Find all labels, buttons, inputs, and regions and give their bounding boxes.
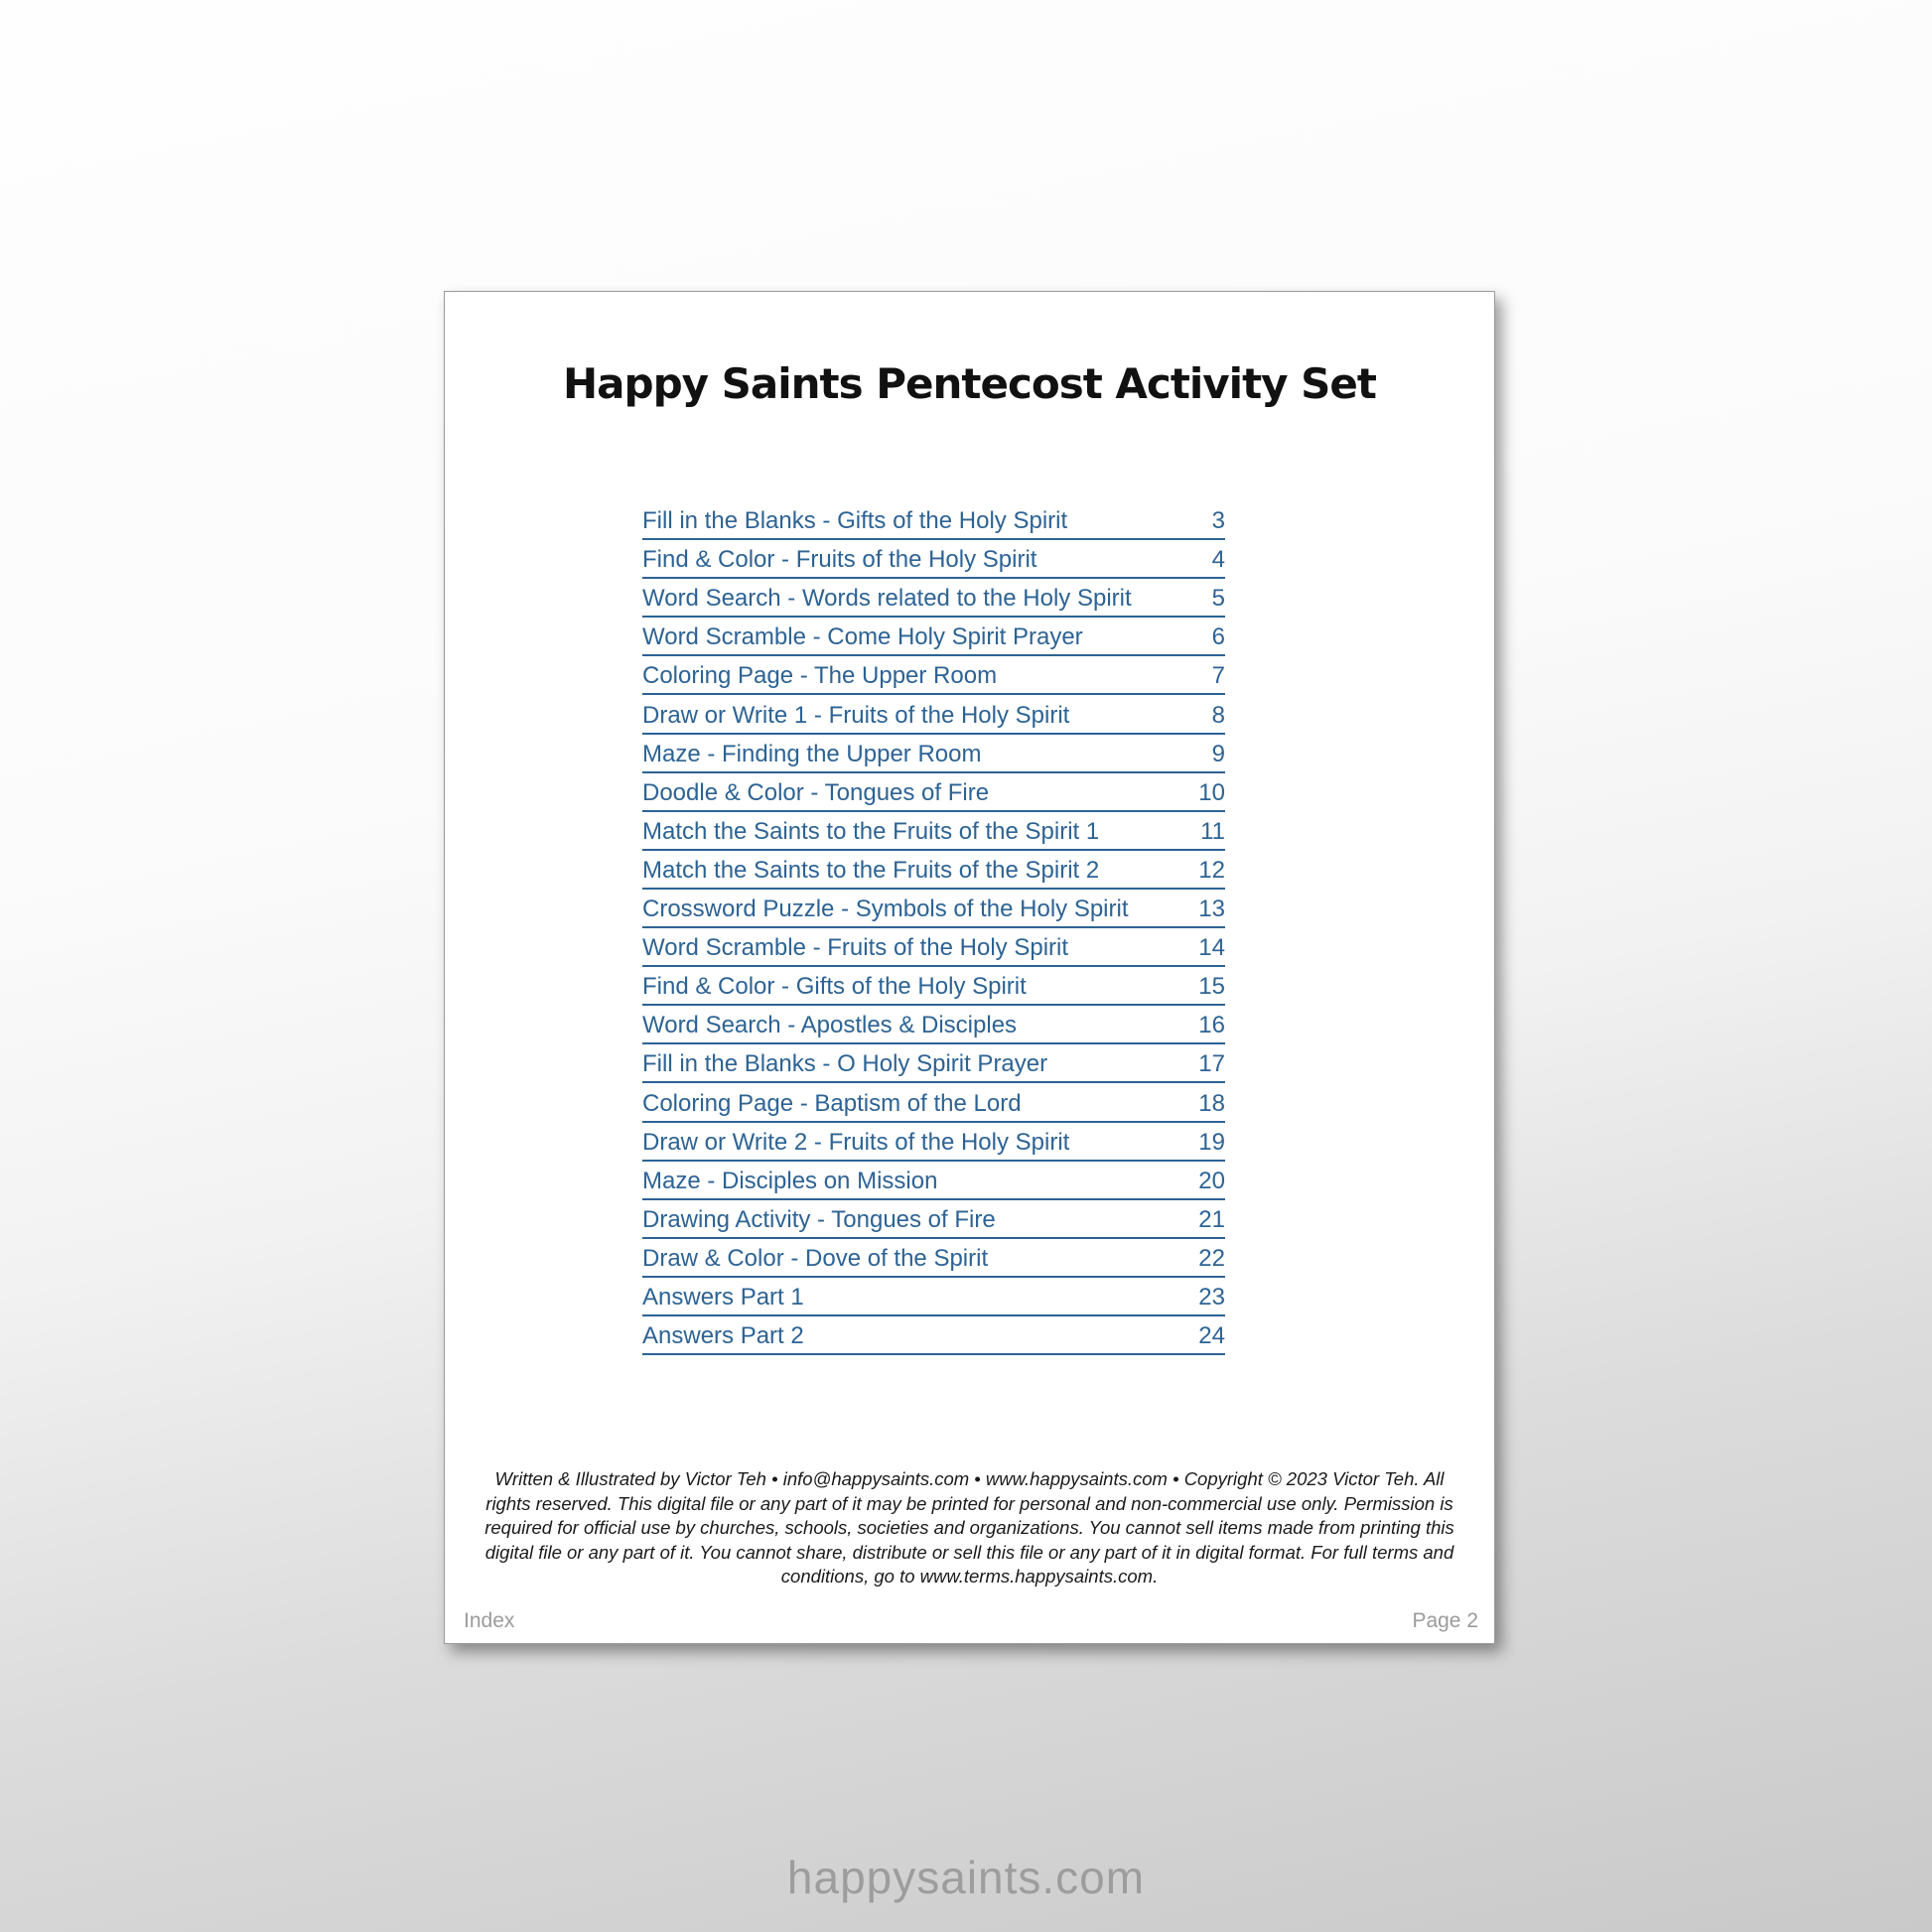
toc-entry-page[interactable]: 23 bbox=[1198, 1283, 1225, 1311]
toc-entry-label[interactable]: Answers Part 2 bbox=[642, 1322, 804, 1350]
toc-row[interactable] bbox=[642, 501, 1225, 540]
toc-entry-label[interactable]: Draw or Write 1 - Fruits of the Holy Spirit bbox=[642, 701, 1070, 729]
toc-entry-page[interactable]: 13 bbox=[1198, 896, 1225, 923]
toc-entry-label[interactable]: Doodle & Color - Tongues of Fire bbox=[642, 778, 990, 806]
toc-entry-page[interactable]: 6 bbox=[1211, 623, 1225, 651]
toc-entry-label[interactable]: Drawing Activity - Tongues of Fire bbox=[642, 1205, 996, 1233]
toc-entry-page[interactable]: 8 bbox=[1211, 701, 1225, 729]
toc-entry-page[interactable]: 24 bbox=[1198, 1322, 1225, 1350]
toc-row[interactable] bbox=[642, 812, 1225, 851]
toc-entry-page[interactable]: 12 bbox=[1198, 856, 1225, 884]
copyright-notice bbox=[445, 1467, 1494, 1589]
toc-row[interactable] bbox=[642, 1044, 1225, 1083]
toc-entry-page[interactable]: 9 bbox=[1211, 740, 1225, 767]
toc-entry-page[interactable]: 19 bbox=[1198, 1128, 1225, 1156]
toc-entry-page[interactable]: 3 bbox=[1211, 507, 1225, 535]
toc-entry-label[interactable]: Answers Part 1 bbox=[642, 1283, 804, 1311]
toc-entry-page[interactable]: 5 bbox=[1211, 585, 1225, 613]
toc-entry-label[interactable]: Word Search - Words related to the Holy Spirit bbox=[642, 585, 1132, 613]
toc-entry-label[interactable]: Crossword Puzzle - Symbols of the Holy Spirit bbox=[642, 896, 1129, 923]
toc-entry-label[interactable]: Fill in the Blanks - O Holy Spirit Prayer bbox=[642, 1050, 1048, 1078]
toc-entry-label[interactable]: Match the Saints to the Fruits of the Spirit 2 bbox=[642, 856, 1100, 884]
toc-row[interactable] bbox=[642, 851, 1225, 890]
toc-row[interactable] bbox=[642, 967, 1225, 1006]
toc-entry-label[interactable]: Maze - Finding the Upper Room bbox=[642, 740, 982, 767]
copyright-line: conditions, go to www.terms.happysaints.com. bbox=[780, 1566, 1159, 1587]
toc-entry-label[interactable]: Find & Color - Fruits of the Holy Spirit bbox=[642, 546, 1037, 574]
toc-entry-page[interactable]: 18 bbox=[1198, 1089, 1225, 1117]
footer-page-number: Page 2 bbox=[1412, 1609, 1478, 1632]
toc-row[interactable] bbox=[642, 1162, 1225, 1200]
footer-index-label: Index bbox=[464, 1609, 515, 1632]
page-title: Happy Saints Pentecost Activity Set bbox=[563, 359, 1376, 408]
copyright-line: Written & Illustrated by Victor Teh • info@happysaints.com • www.happysaints.com • Copyright © 2023 Victor Teh. All bbox=[494, 1468, 1445, 1489]
toc-entry-label[interactable]: Draw & Color - Dove of the Spirit bbox=[642, 1244, 989, 1272]
toc-entry-page[interactable]: 4 bbox=[1211, 546, 1225, 574]
toc-entry-page[interactable]: 10 bbox=[1198, 778, 1225, 806]
toc-entry-label[interactable]: Coloring Page - Baptism of the Lord bbox=[642, 1089, 1022, 1117]
copyright-line: rights reserved. This digital file or any part of it may be printed for personal and non-commercial use only. Permission is bbox=[485, 1492, 1453, 1514]
toc-row[interactable] bbox=[642, 890, 1225, 928]
toc-row[interactable] bbox=[642, 656, 1225, 695]
site-watermark: happysaints.com bbox=[786, 1852, 1146, 1903]
toc-entry-page[interactable]: 16 bbox=[1198, 1012, 1225, 1039]
toc-entry-page[interactable]: 14 bbox=[1198, 934, 1225, 962]
toc-row[interactable] bbox=[642, 1083, 1225, 1122]
toc-entry-label[interactable]: Word Scramble - Come Holy Spirit Prayer bbox=[642, 623, 1083, 651]
toc-row[interactable] bbox=[642, 735, 1225, 773]
toc-entry-page[interactable]: 11 bbox=[1200, 817, 1225, 845]
toc-entry-page[interactable]: 21 bbox=[1198, 1205, 1225, 1233]
table-of-contents bbox=[642, 501, 1225, 1355]
toc-row[interactable] bbox=[642, 928, 1225, 967]
toc-entry-label[interactable]: Word Scramble - Fruits of the Holy Spirit bbox=[642, 934, 1069, 962]
toc-entry-label[interactable]: Fill in the Blanks - Gifts of the Holy Spirit bbox=[642, 507, 1068, 535]
toc-entry-page[interactable]: 15 bbox=[1198, 973, 1225, 1001]
toc-entry-label[interactable]: Coloring Page - The Upper Room bbox=[642, 662, 998, 690]
toc-entry-label[interactable]: Match the Saints to the Fruits of the Spirit 1 bbox=[642, 817, 1100, 845]
toc-row[interactable] bbox=[642, 1239, 1225, 1278]
toc-entry-label[interactable]: Draw or Write 2 - Fruits of the Holy Spirit bbox=[642, 1128, 1070, 1156]
toc-row[interactable] bbox=[642, 773, 1225, 812]
toc-entry-page[interactable]: 17 bbox=[1198, 1050, 1225, 1078]
toc-entry-page[interactable]: 7 bbox=[1211, 662, 1225, 690]
toc-row[interactable] bbox=[642, 618, 1225, 656]
toc-entry-label[interactable]: Maze - Disciples on Mission bbox=[642, 1167, 938, 1194]
toc-row[interactable] bbox=[642, 540, 1225, 579]
toc-row[interactable] bbox=[642, 1123, 1225, 1162]
toc-row[interactable] bbox=[642, 1006, 1225, 1044]
toc-entry-page[interactable]: 22 bbox=[1198, 1244, 1225, 1272]
toc-row[interactable] bbox=[642, 1200, 1225, 1239]
toc-entry-label[interactable]: Word Search - Apostles & Disciples bbox=[642, 1012, 1018, 1039]
toc-row[interactable] bbox=[642, 579, 1225, 618]
copyright-line: required for official use by churches, schools, societies and organizations. You cannot sell items made from printing this bbox=[484, 1517, 1454, 1539]
toc-row[interactable] bbox=[642, 695, 1225, 734]
toc-entry-page[interactable]: 20 bbox=[1198, 1167, 1225, 1194]
toc-row[interactable] bbox=[642, 1278, 1225, 1316]
document-page bbox=[444, 291, 1495, 1644]
toc-row[interactable] bbox=[642, 1316, 1225, 1355]
copyright-line: digital file or any part of it. You cannot share, distribute or sell this file or any part of it in digital format. For full terms and bbox=[484, 1541, 1454, 1563]
toc-entry-label[interactable]: Find & Color - Gifts of the Holy Spirit bbox=[642, 973, 1027, 1001]
